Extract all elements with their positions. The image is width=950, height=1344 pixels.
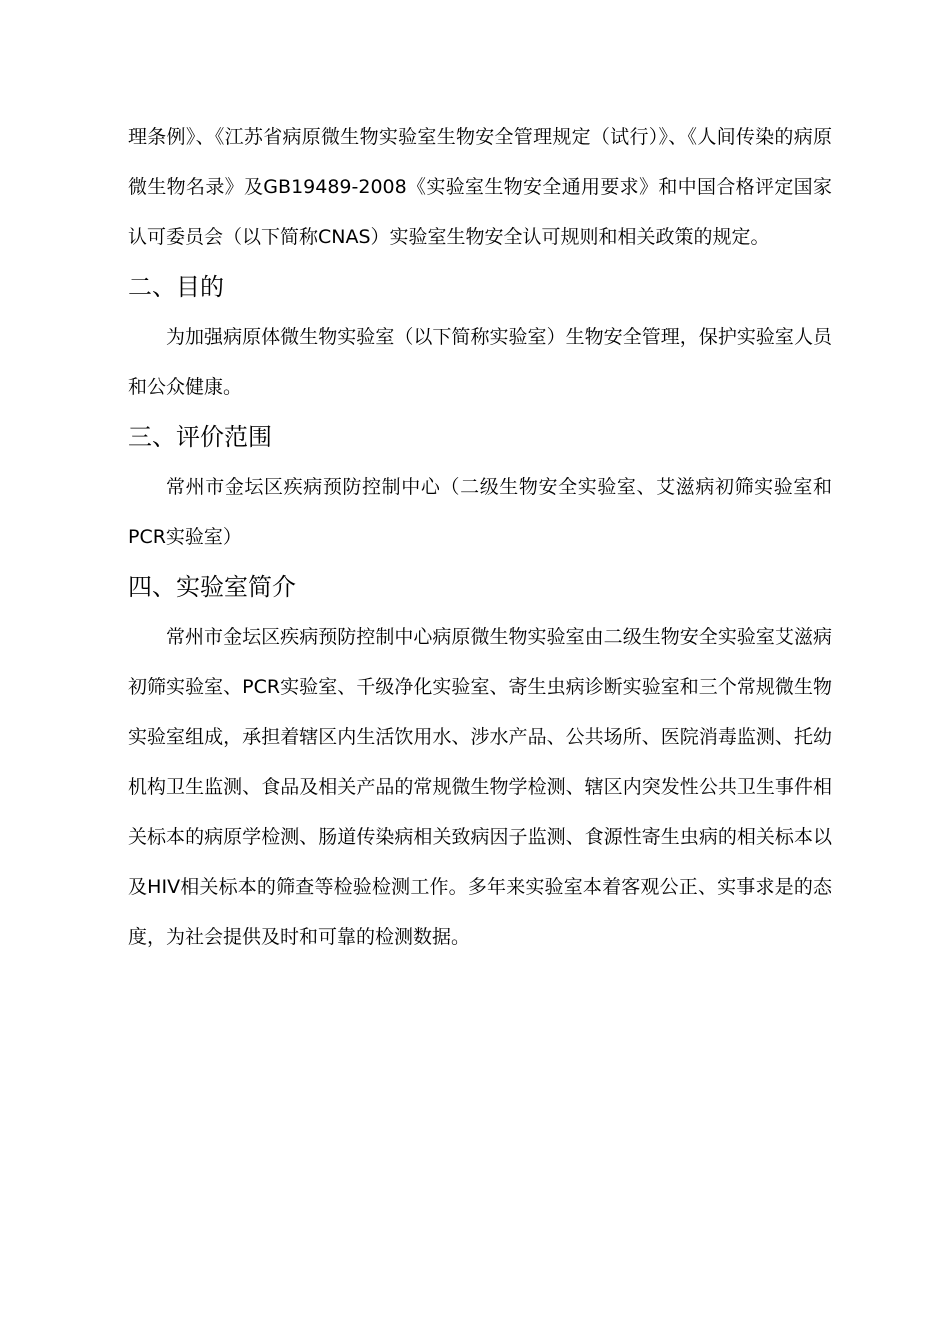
section-body-purpose: 为加强病原体微生物实验室（以下简称实验室）生物安全管理，保护实验室人员和公众健康。	[128, 326, 832, 398]
section-body-lab-intro: 常州市金坛区疾病预防控制中心病原微生物实验室由二级生物安全实验室艾滋病初筛实验室、PCR实验室、千级净化实验室、寄生虫病诊断实验室和三个常规微生物实验室组成，承担着辖区内生活饮用水、涉水产品、公共场所、医院消毒监测、托幼机构卫生监测、食品及相关产品的常规微生物学检测、辖区内突发性公共卫生事件相关标本的病原学检测、肠道传染病相关致病因子监测、食源性寄生虫病的相关标本以及HIV相关标本的筛查等检验检测工作。多年来实验室本着客观公正、实事求是的态度，为社会提供及时和可靠的检测数据。	[128, 626, 832, 948]
document-page	[128, 112, 832, 962]
section-body-scope: 常州市金坛区疾病预防控制中心（二级生物安全实验室、艾滋病初筛实验室和PCR实验室）	[128, 476, 832, 548]
section-heading-scope: 三、评价范围	[128, 423, 272, 451]
section-heading-lab-intro: 四、实验室简介	[128, 573, 296, 601]
intro-continuation-paragraph: 理条例》、《江苏省病原微生物实验室生物安全管理规定（试行）》、《人间传染的病原微生物名录》及GB19489-2008《实验室生物安全通用要求》和中国合格评定国家认可委员会（以下简称CNAS）实验室生物安全认可规则和相关政策的规定。	[128, 126, 832, 248]
section-heading-purpose: 二、目的	[128, 273, 224, 301]
